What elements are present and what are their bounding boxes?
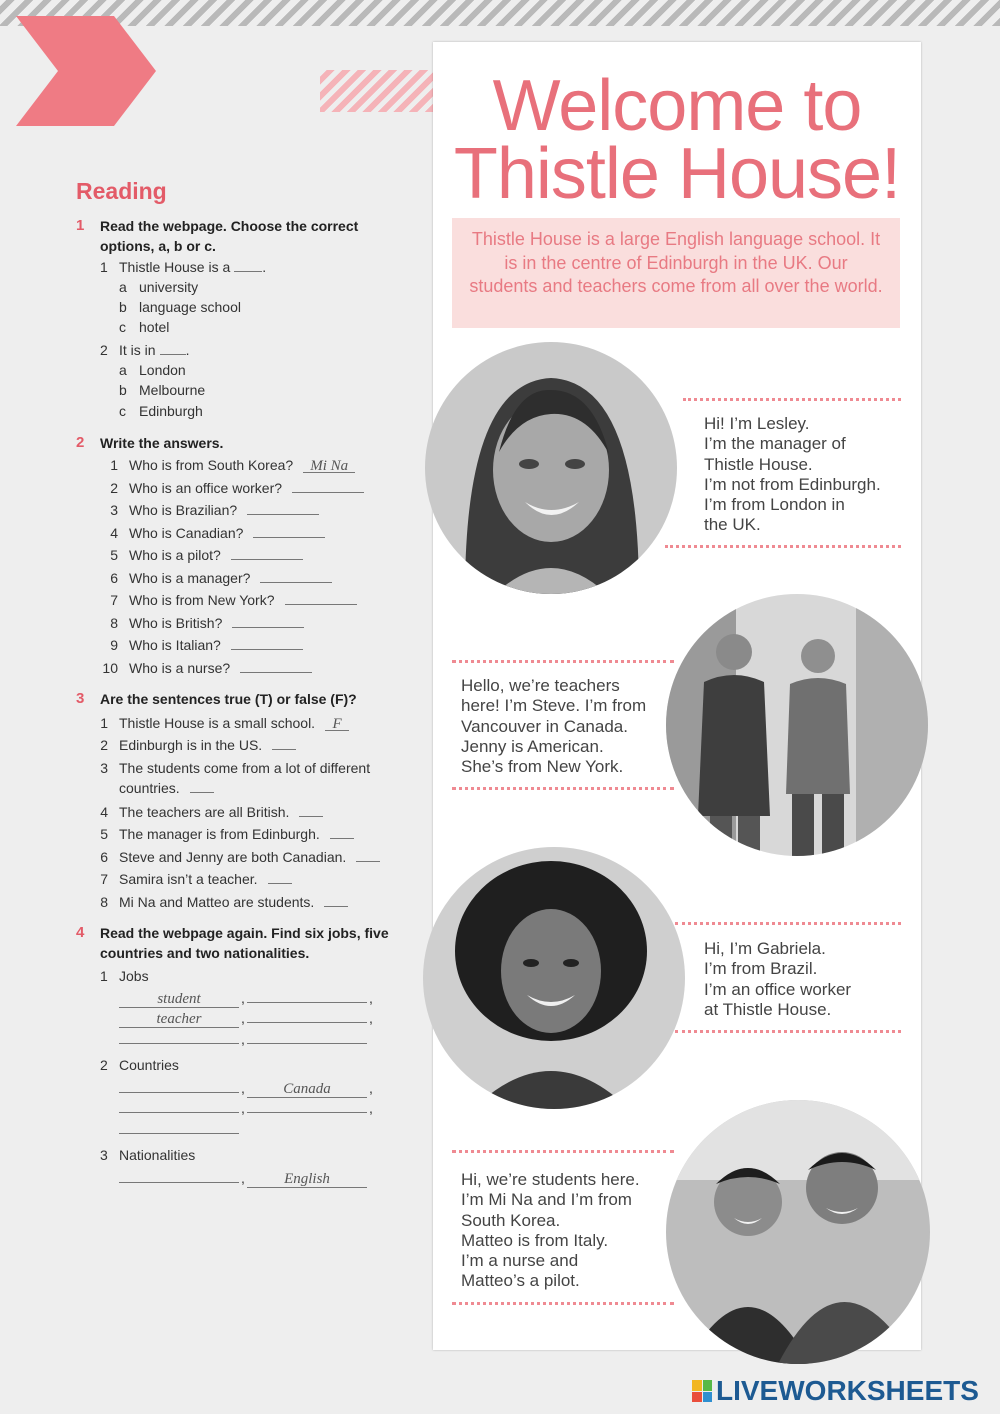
dotted-line [452,1150,674,1153]
answer-field[interactable] [119,1027,239,1044]
list-item: 5 The manager is from Edinburgh. [100,823,396,846]
answer-row [100,1117,396,1138]
exercise-instruction: Read the webpage again. Find six jobs, five countries and two nationalities. [100,925,389,962]
answer-field[interactable] [119,1117,239,1134]
answer-blank[interactable] [160,341,186,355]
list-item: 2 Edinburgh is in the US. [100,734,396,757]
answer-field[interactable] [247,986,367,1003]
list-item: 7 Who is from New York? [100,589,396,612]
teachers-photo [666,594,928,856]
list-item: 9 Who is Italian? [100,634,396,657]
answer-field[interactable] [190,778,214,793]
answer-field[interactable] [247,1096,367,1113]
option[interactable]: b language school [119,299,241,316]
answer-field[interactable] [299,802,323,817]
answer-field[interactable] [285,590,357,605]
gabriela-photo [423,847,685,1109]
answer-field[interactable] [247,1027,367,1044]
answer-field[interactable] [247,1006,367,1023]
jobs-label: 1 Jobs [100,967,149,984]
webpage-title: Welcome to Thistle House! [453,66,901,214]
exercise-instruction: Read the webpage. Choose the correct options, a, b or c. [100,218,359,255]
answer-field[interactable]: teacher [119,1011,239,1028]
list-item: 2 Who is an office worker? [100,477,396,500]
answer-field[interactable]: student [119,991,239,1008]
students-text: Hi, we’re students here. I’m Mi Na and I’m from South Korea. Matteo is from Italy. I’m a nurse and Matteo’s a pilot. [461,1170,640,1291]
exercise-number: 1 [76,217,85,234]
gabriela-text: Hi, I’m Gabriela. I’m from Brazil. I’m an office worker at Thistle House. [704,939,852,1019]
answer-row: , Canada , [100,1076,396,1097]
dotted-line [452,787,674,790]
answer-row: , English [100,1166,396,1187]
answer-field[interactable]: Mi Na [303,458,355,473]
answer-field[interactable]: Canada [247,1081,367,1098]
answer-field[interactable] [324,892,348,907]
answer-row: student , , [100,986,396,1007]
list-item: 7 Samira isn’t a teacher. [100,868,396,891]
list-item: 4 Who is Canadian? [100,522,396,545]
answer-row: teacher , , [100,1006,396,1027]
list-item: 1 Thistle House is a small school. F [100,712,396,735]
students-photo [666,1100,930,1364]
answer-row: , [100,1027,396,1048]
answer-field[interactable] [292,478,364,493]
answer-field[interactable] [253,523,325,538]
answer-row: , , [100,1096,396,1117]
exercise-instruction: Are the sentences true (T) or false (F)? [100,691,357,708]
dotted-line [665,545,901,548]
dotted-line [675,1030,901,1033]
question: 1 Thistle House is a . [100,258,267,275]
liveworksheets-wordmark: LIVEWORKSHEETS [716,1375,979,1406]
list-item: 5 Who is a pilot? [100,544,396,567]
answer-field[interactable] [356,847,380,862]
dotted-line [452,1302,674,1305]
exercise-4: 4 Read the webpage again. Find six jobs, five countries and two nationalities. 1 Jobs student , , teacher , , , 2 Countries , Canada , , , 3 Nationalities , English [76,923,396,1186]
teachers-text: Hello, we’re teachers here! I’m Steve. I’m from Vancouver in Canada. Jenny is American. She’s from New York. [461,676,647,777]
list-item: 6 Who is a manager? [100,567,396,590]
lesley-photo [425,342,677,594]
list-item: 4 The teachers are all British. [100,801,396,824]
chevron-decoration [16,16,156,126]
option[interactable]: b Melbourne [119,382,206,399]
dotted-line [675,922,901,925]
exercise-1 [76,216,396,421]
answer-field[interactable] [272,735,296,750]
exercise-column [76,176,396,1186]
countries-label: 2 Countries [100,1057,179,1074]
list-item: 3 Who is Brazilian? [100,499,396,522]
section-title: Reading [76,178,167,204]
list-item: 8 Mi Na and Matteo are students. [100,891,396,914]
answer-field[interactable] [119,1166,239,1183]
liveworksheets-logo[interactable] [692,1376,979,1406]
list-item: 10 Who is a nurse? [100,657,396,680]
answer-blank[interactable] [234,258,262,272]
answer-field[interactable] [260,568,332,583]
answer-field[interactable] [232,613,304,628]
decorative-stripes-top [0,0,1000,26]
answer-field[interactable]: F [325,716,349,731]
answer-field[interactable] [231,545,303,560]
answer-field[interactable] [231,635,303,650]
liveworksheets-icon [692,1380,712,1402]
list-item: 6 Steve and Jenny are both Canadian. [100,846,396,869]
option[interactable]: a London [119,362,186,379]
intro-box: Thistle House is a large English language school. It is in the centre of Edinburgh in the UK. Our students and teachers come from all over the world. [452,218,900,328]
answer-field[interactable] [119,1076,239,1093]
webpage-panel [433,42,921,1350]
dotted-line [683,398,901,401]
question: 2 It is in . [100,341,190,358]
answer-field[interactable]: English [247,1171,367,1188]
option[interactable]: a university [119,278,199,295]
list-item: 8 Who is British? [100,612,396,635]
answer-field[interactable] [268,869,292,884]
exercise-2: 2 Write the answers. 1 Who is from South Korea? Mi Na 2 Who is an office worker? 3 Who is Brazilian? 4 Who is Canadian? 5 Who is a pilot? 6 Who is a manager? 7 Who is from New York? 8 Who is British? 9 Who is Italian? 10 Who is a nurse? [76,433,396,679]
dotted-line [452,660,674,663]
exercise-instruction: Write the answers. [100,434,224,451]
lesley-text: Hi! I’m Lesley. I’m the manager of Thistle House. I’m not from Edinburgh. I’m from London in the UK. [704,414,881,535]
exercise-3: 3 Are the sentences true (T) or false (F)? 1 Thistle House is a small school. F 2 Edinburgh is in the US. 3 The students come from a lot of different countries. 4 The teachers are all British. 5 The manager is from Edinburgh. 6 Steve and Jenny are both Canadian. 7 Samira isn’t a teacher. 8 Mi Na and Matteo are students. [76,689,396,913]
answer-field[interactable] [119,1096,239,1113]
option[interactable]: c hotel [119,319,170,336]
answer-field[interactable] [247,500,319,515]
nationalities-label: 3 Nationalities [100,1147,196,1164]
option[interactable]: c Edinburgh [119,402,203,419]
answer-field[interactable] [330,824,354,839]
list-item: 3 The students come from a lot of different countries. [100,759,371,797]
list-item: 1 Who is from South Korea? Mi Na [100,454,396,477]
decorative-stripes-pink [320,70,433,112]
answer-field[interactable] [240,658,312,673]
